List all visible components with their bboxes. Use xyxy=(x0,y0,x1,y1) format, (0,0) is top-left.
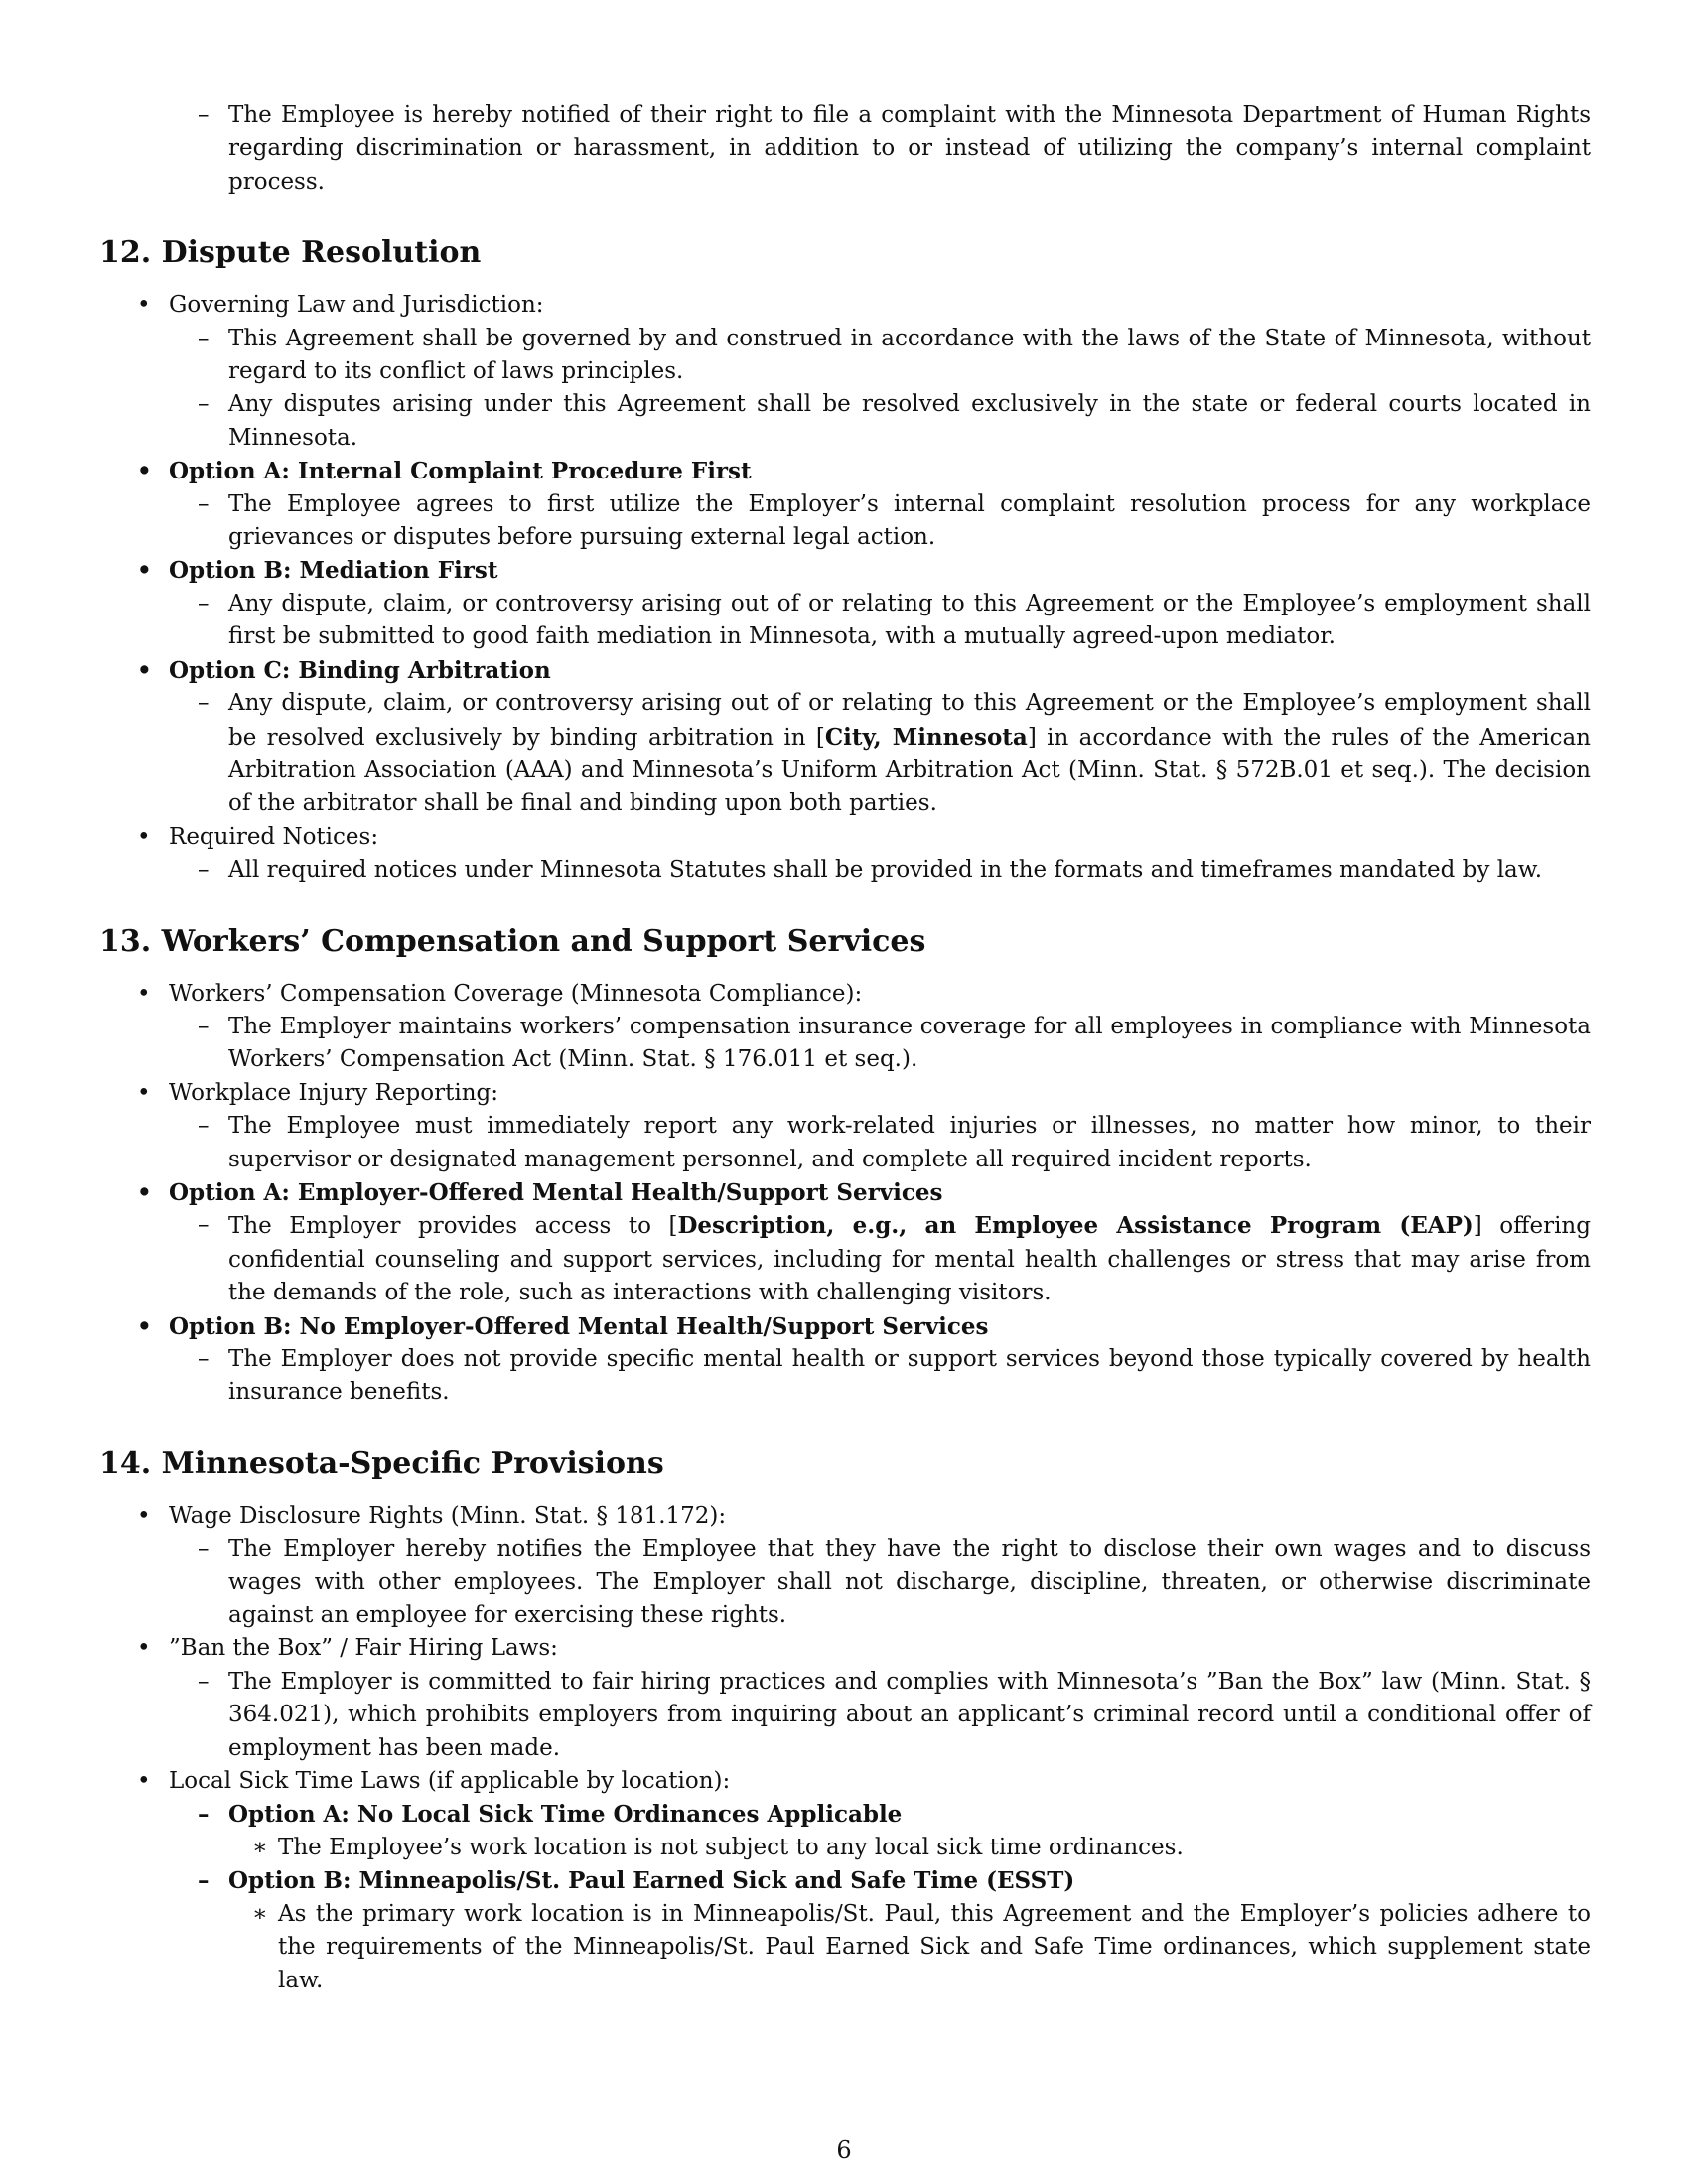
dash-marker: – xyxy=(198,590,210,616)
option-label: Option C: Binding Arbitration xyxy=(169,656,551,684)
dash-marker: – xyxy=(198,690,210,717)
item-text: As the primary work location is in Minneapolis/St. Paul, this Agreement and the Employer’s policies adhere to the requirements of the Minneapolis/St. Paul Earned Sick and Safe Time ordinances, which supplement state law. xyxy=(278,1900,1591,1993)
option-label: Option A: Employer-Offered Mental Health/Support Services xyxy=(169,1178,943,1206)
dash-marker: – xyxy=(198,1113,210,1140)
list-item xyxy=(99,1666,1591,1765)
list-item xyxy=(99,323,1591,389)
list-item xyxy=(99,854,1591,887)
list-item xyxy=(99,1898,1591,1997)
list-item xyxy=(99,654,1591,687)
bullet-marker: • xyxy=(137,656,152,684)
page-number: 6 xyxy=(836,2136,852,2164)
bullet-marker: • xyxy=(137,980,151,1007)
bullet-marker: • xyxy=(137,1312,152,1340)
item-text: Any disputes arising under this Agreement shall be resolved exclusively in the state or federal courts located in Minnesota. xyxy=(228,391,1591,451)
item-text: All required notices under Minnesota Statutes shall be provided in the formats and timeframes mandated by law. xyxy=(228,857,1543,884)
list-item xyxy=(99,978,1591,1011)
text-run: The Employer provides access to [ xyxy=(228,1213,678,1240)
bullet-marker: • xyxy=(137,1178,152,1206)
option-label: Option A: No Local Sick Time Ordinances Applicable xyxy=(228,1801,903,1829)
placeholder-text: Description, e.g., an Employee Assistance Program (EAP) xyxy=(677,1212,1474,1240)
item-text: The Employer maintains workers’ compensation insurance coverage for all employees in compliance with Minnesota Workers’ Compensation Act (Minn. Stat. § 176.011 et seq.). xyxy=(228,1013,1591,1073)
placeholder-text: City, Minnesota xyxy=(824,723,1028,751)
dash-marker: – xyxy=(198,490,210,517)
text-run: Any dispute, claim, or controversy arising out of or relating to this Agreement or the Employee’s employment shall be resolved exclusively by binding arbitration in [ xyxy=(228,690,1591,751)
dash-marker: – xyxy=(198,1867,210,1895)
dash-marker: – xyxy=(198,1346,210,1372)
dash-marker: – xyxy=(198,1013,210,1039)
document-page xyxy=(99,99,1591,1997)
dash-marker: – xyxy=(198,857,210,884)
list-item xyxy=(99,1864,1591,1897)
list-item xyxy=(99,99,1591,199)
option-label: Option B: Minneapolis/St. Paul Earned Sick and Safe Time (ESST) xyxy=(228,1867,1075,1895)
list-item xyxy=(99,1077,1591,1110)
item-label: Wage Disclosure Rights (Minn. Stat. § 181.172): xyxy=(169,1502,727,1529)
dash-marker: – xyxy=(198,391,210,418)
item-text: The Employee agrees to first utilize the Employer’s internal complaint resolution process for any workplace grievances or disputes before pursuing external legal action. xyxy=(228,490,1591,551)
star-marker: ∗ xyxy=(252,1900,268,1927)
bullet-marker: • xyxy=(137,1768,151,1795)
bullet-marker: • xyxy=(137,557,152,585)
bullet-marker: • xyxy=(137,1635,151,1662)
dash-marker: – xyxy=(198,325,210,351)
section-heading-12: 12. Dispute Resolution xyxy=(99,235,482,271)
star-marker: ∗ xyxy=(252,1834,268,1860)
option-label: Option B: Mediation First xyxy=(169,557,498,585)
dash-marker: – xyxy=(198,1668,210,1695)
list-item xyxy=(99,1632,1591,1665)
list-item xyxy=(99,488,1591,555)
item-text: The Employer does not provide specific mental health or support services beyond those typically covered by health insurance benefits. xyxy=(228,1346,1591,1406)
item-label: Local Sick Time Laws (if applicable by location): xyxy=(169,1768,731,1795)
item-text: This Agreement shall be governed by and construed in accordance with the laws of the State of Minnesota, without regard to its conflict of laws principles. xyxy=(228,325,1591,385)
list-item xyxy=(99,1832,1591,1864)
item-text: Any dispute, claim, or controversy arising out of or relating to this Agreement or the Employee’s employment shall first be submitted to good faith mediation in Minnesota, with a mutually agreed-upon mediator. xyxy=(228,590,1591,650)
dash-marker: – xyxy=(198,102,210,128)
bullet-marker: • xyxy=(137,1502,151,1529)
list-item xyxy=(99,554,1591,587)
list-item xyxy=(99,1011,1591,1077)
text-run: ] offering confidential counseling and support services, including for mental health challenges or stress that may arise from the demands of the role, such as interactions with challenging visitors. xyxy=(228,1213,1591,1306)
item-label: Workers’ Compensation Coverage (Minnesota Compliance): xyxy=(169,980,863,1007)
bullet-marker: • xyxy=(137,823,151,850)
item-text: The Employee’s work location is not subject to any local sick time ordinances. xyxy=(278,1834,1184,1860)
list-item xyxy=(99,289,1591,322)
list-item xyxy=(99,1798,1591,1831)
item-label: Workplace Injury Reporting: xyxy=(169,1079,498,1106)
list-item xyxy=(99,687,1591,821)
bullet-marker: • xyxy=(137,292,151,319)
list-item xyxy=(99,1343,1591,1410)
option-label: Option A: Internal Complaint Procedure First xyxy=(169,458,752,485)
item-text xyxy=(228,1213,1591,1305)
list-item xyxy=(99,1110,1591,1176)
item-text: The Employee is hereby notified of their right to file a complaint with the Minnesota Department of Human Rights regarding discrimination or harassment, in addition to or instead of utilizing the company’s internal complaint process. xyxy=(228,102,1591,195)
item-text: The Employee must immediately report any work-related injuries or illnesses, no matter how minor, to their supervisor or designated management personnel, and complete all required incident reports. xyxy=(228,1113,1591,1172)
list-item xyxy=(99,455,1591,487)
item-text: The Employer hereby notifies the Employee that they have the right to disclose their own wages and to discuss wages with other employees. The Employer shall not discharge, discipline, threaten, or otherwise discriminate against an employee for exercising these rights. xyxy=(228,1536,1591,1629)
item-text: The Employer is committed to fair hiring practices and complies with Minnesota’s ”Ban the Box” law (Minn. Stat. § 364.021), which prohibits employers from inquiring about an applicant’s criminal record until a conditional offer of employment has been made. xyxy=(228,1668,1591,1761)
dash-marker: – xyxy=(198,1536,210,1563)
list-item xyxy=(99,821,1591,854)
list-item xyxy=(99,388,1591,455)
list-item xyxy=(99,1310,1591,1343)
dash-marker: – xyxy=(198,1801,210,1829)
bullet-marker: • xyxy=(137,458,152,485)
item-label: Governing Law and Jurisdiction: xyxy=(169,292,544,319)
text-run: ] in accordance with the rules of the American Arbitration Association (AAA) and Minnesota’s Uniform Arbitration Act (Minn. Stat. § 572B.01 et seq.). The decision of the arbitrator shall be final and binding upon both parties. xyxy=(228,724,1591,817)
bullet-marker: • xyxy=(137,1079,151,1106)
item-label: Required Notices: xyxy=(169,823,379,850)
list-item xyxy=(99,1176,1591,1209)
section-heading-13: 13. Workers’ Compensation and Support Services xyxy=(99,923,926,959)
item-text xyxy=(228,690,1591,816)
list-item xyxy=(99,1209,1591,1309)
list-item xyxy=(99,1500,1591,1533)
list-item xyxy=(99,1533,1591,1632)
dash-marker: – xyxy=(198,1212,210,1239)
list-item xyxy=(99,1765,1591,1798)
item-label: ”Ban the Box” / Fair Hiring Laws: xyxy=(169,1635,558,1662)
option-label: Option B: No Employer-Offered Mental Health/Support Services xyxy=(169,1312,989,1340)
section-heading-14: 14. Minnesota-Specific Provisions xyxy=(99,1445,664,1481)
list-item xyxy=(99,588,1591,654)
